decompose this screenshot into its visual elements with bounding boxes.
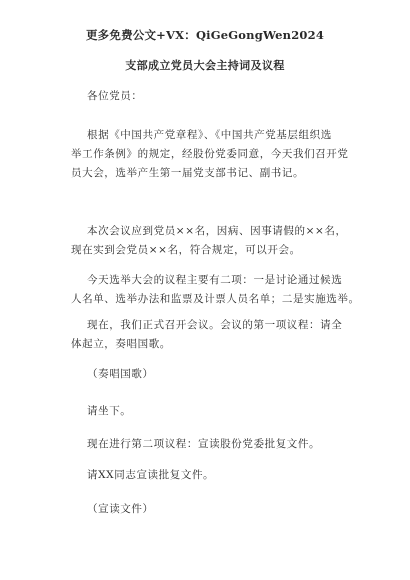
paragraph-4-line-1: 现在，我们正式召开会议。会议的第一项议程：请全	[87, 319, 343, 331]
salutation: 各位党员：	[87, 90, 143, 102]
paragraph-2	[71, 222, 372, 260]
stage-note-anthem: （奏唱国歌）	[87, 368, 154, 380]
paragraph-2-line-1: 本次会议应到党员××名，因病、因事请假的××名，	[87, 225, 347, 237]
paragraph-7: 请XX同志宣读批复文件。	[87, 469, 215, 481]
paragraph-3	[71, 271, 372, 309]
paragraph-1-line-3: 员大会，选举产生第一届党支部书记、副书记。	[71, 167, 305, 179]
document-title: 支部成立党员大会主持词及议程	[125, 59, 285, 72]
paragraph-5: 请坐下。	[87, 405, 132, 417]
paragraph-3-line-1: 今天选举大会的议程主要有二项：一是讨论通过候选	[87, 274, 343, 286]
paragraph-2-line-2: 现在实到会党员××名，符合规定，可以开会。	[71, 244, 301, 256]
paragraph-1-line-1: 根据《中国共产党章程》、《中国共产党基层组织选	[87, 129, 332, 141]
stage-note-document: （宣读文件）	[87, 503, 154, 515]
paragraph-4-line-2: 体起立，奏唱国歌。	[71, 338, 171, 350]
paragraph-6: 现在进行第二项议程：宣读股份党委批复文件。	[87, 438, 321, 450]
paragraph-1-line-2: 举工作条例》的规定，经股份党委同意，今天我们召开党	[71, 148, 349, 160]
paragraph-4	[71, 316, 372, 354]
paragraph-3-line-2: 人名单、选举办法和监票及计票人员名单；二是实施选举。	[71, 293, 360, 305]
paragraph-1	[71, 126, 372, 183]
promo-header: 更多免费公文+VX：QiGeGongWen2024	[85, 28, 325, 42]
